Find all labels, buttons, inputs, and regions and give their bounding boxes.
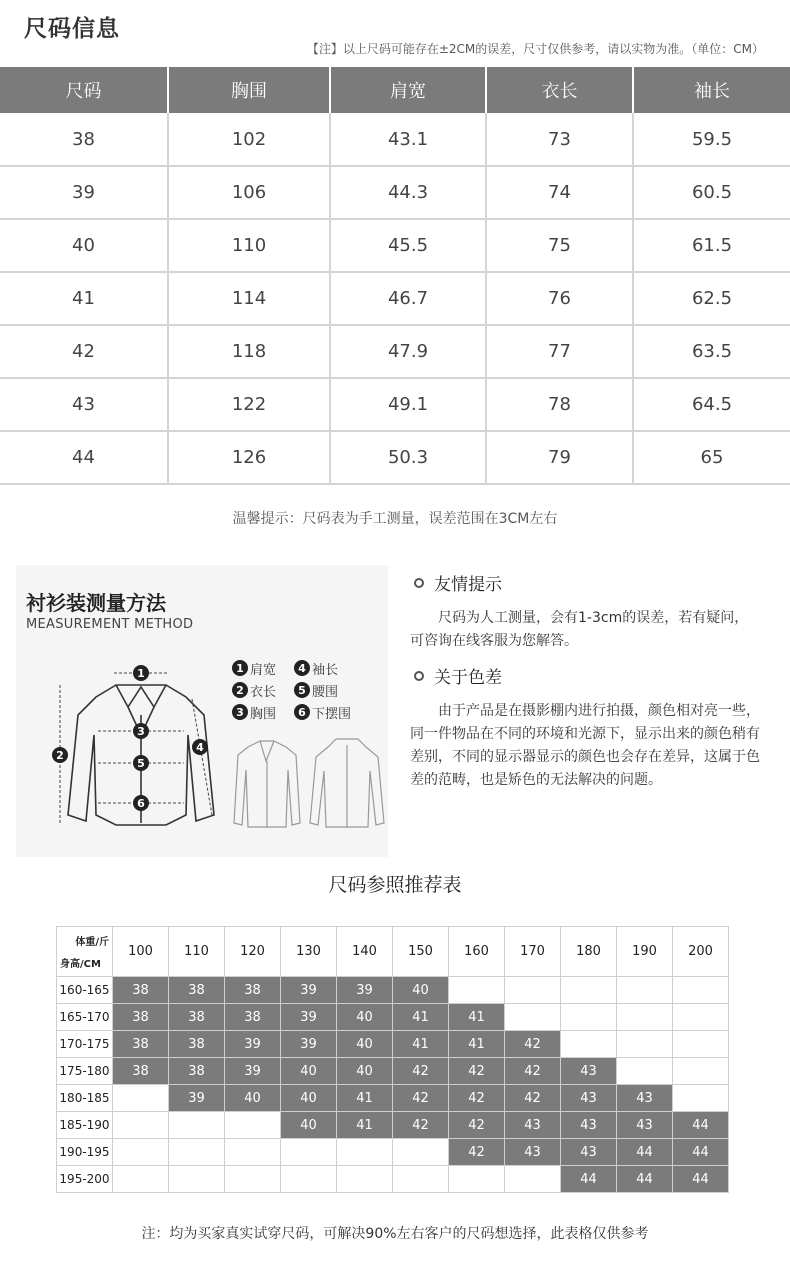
marker-2: 2 [52,747,68,763]
size-cell: 47.9 [330,325,486,378]
recommend-cell: 41 [337,1112,393,1139]
recommend-cell: 40 [281,1085,337,1112]
recommend-cell [505,977,561,1004]
recommend-cell: 38 [113,1058,169,1085]
weight-header: 110 [169,927,225,977]
recommend-cell [225,1112,281,1139]
recommend-cell: 43 [505,1139,561,1166]
recommend-cell [673,1058,729,1085]
height-range: 180-185 [57,1085,113,1112]
measurement-title: 衬衫装测量方法 [26,591,166,615]
size-cell: 39 [0,166,168,219]
recommend-cell: 42 [449,1058,505,1085]
weight-header: 190 [617,927,673,977]
recommend-cell: 38 [113,1004,169,1031]
recommend-cell [113,1085,169,1112]
recommend-cell: 39 [169,1085,225,1112]
legend-item: 4 袖长 [294,659,356,678]
size-cell: 74 [486,166,633,219]
height-range: 175-180 [57,1058,113,1085]
recommend-cell [113,1166,169,1193]
recommend-cell [393,1139,449,1166]
recommend-cell: 42 [505,1058,561,1085]
size-cell: 63.5 [633,325,790,378]
marker-3: 3 [133,723,149,739]
recommend-cell: 41 [449,1031,505,1058]
recommend-cell: 44 [673,1112,729,1139]
recommend-cell: 42 [449,1085,505,1112]
legend-item: 2 衣长 [232,681,294,700]
warm-tip: 温馨提示：尺码表为手工测量，误差范围在3CM左右 [232,511,558,527]
recommend-cell: 38 [225,1004,281,1031]
recommend-row [57,1058,729,1085]
size-cell: 50.3 [330,431,486,484]
marker-6: 6 [133,795,149,811]
recommend-cell [113,1139,169,1166]
recommend-cell: 39 [225,1031,281,1058]
size-table [0,67,790,485]
size-cell: 126 [168,431,330,484]
recommend-cell: 42 [449,1112,505,1139]
size-cell: 43.1 [330,113,486,166]
recommend-cell: 38 [225,977,281,1004]
size-cell: 38 [0,113,168,166]
size-cell: 76 [486,272,633,325]
size-cell: 42 [0,325,168,378]
size-cell: 46.7 [330,272,486,325]
size-cell: 73 [486,113,633,166]
size-cell: 61.5 [633,219,790,272]
measurement-subtitle: MEASUREMENT METHOD [26,617,194,632]
recommend-cell: 43 [561,1139,617,1166]
recommend-cell: 38 [169,977,225,1004]
recommend-cell: 42 [393,1058,449,1085]
recommend-cell [673,1031,729,1058]
recommend-cell: 44 [617,1139,673,1166]
corner-cell [57,927,113,977]
size-cell: 49.1 [330,378,486,431]
recommend-cell [673,1085,729,1112]
recommend-cell [225,1166,281,1193]
size-cell: 65 [633,431,790,484]
size-cell: 40 [0,219,168,272]
size-cell: 118 [168,325,330,378]
recommend-cell [337,1166,393,1193]
marker-5: 5 [133,755,149,771]
page-title: 尺码信息 [24,16,120,42]
recommend-cell [617,1031,673,1058]
recommend-cell: 40 [337,1031,393,1058]
size-row [0,166,790,219]
recommend-cell: 41 [337,1085,393,1112]
recommend-cell: 40 [393,977,449,1004]
recommend-cell: 40 [225,1085,281,1112]
jacket-sketch [234,741,300,827]
recommend-cell [561,977,617,1004]
recommend-cell [169,1139,225,1166]
recommend-cell: 42 [505,1085,561,1112]
size-cell: 110 [168,219,330,272]
recommend-row [57,1139,729,1166]
recommend-cell [617,1004,673,1031]
size-cell: 44 [0,431,168,484]
weight-header: 170 [505,927,561,977]
size-cell: 114 [168,272,330,325]
recommend-cell: 44 [673,1139,729,1166]
height-range: 170-175 [57,1031,113,1058]
weight-header: 180 [561,927,617,977]
friendly-tip-text: 尺码为人工测量，会有1-3cm的误差，若有疑问，可咨询在线客服为您解答。 [410,610,749,649]
recommend-cell [617,977,673,1004]
size-cell: 60.5 [633,166,790,219]
recommend-cell [281,1166,337,1193]
recommend-cell: 44 [673,1166,729,1193]
column-header: 衣长 [486,67,633,113]
weight-header: 160 [449,927,505,977]
recommend-cell: 43 [617,1085,673,1112]
height-label: 身高/CM [60,959,101,970]
recommend-cell: 39 [281,977,337,1004]
recommend-cell [673,977,729,1004]
column-header: 肩宽 [330,67,486,113]
color-tip-title: 关于色差 [434,668,502,688]
recommend-cell: 42 [505,1031,561,1058]
recommend-cell [169,1112,225,1139]
size-cell: 102 [168,113,330,166]
color-tip-text: 由于产品是在摄影棚内进行拍摄，颜色相对亮一些，同一件物品在不同的环境和光源下，显示出来的颜色稍有差别，不同的显示器显示的颜色也会存在差异，这属于色差的范畴，也是矫色的无法解决的问题。 [410,703,760,788]
recommend-cell: 38 [169,1031,225,1058]
recommend-header-row [57,927,729,977]
weight-header: 200 [673,927,729,977]
footer-note: 注：均为买家真实试穿尺码，可解决90%左右客户的尺码想选择，此表格仅供参考 [141,1226,649,1242]
recommend-cell [113,1112,169,1139]
size-cell: 75 [486,219,633,272]
recommend-cell [225,1139,281,1166]
weight-header: 120 [225,927,281,977]
recommend-cell: 43 [617,1112,673,1139]
color-tip [410,663,760,792]
recommend-cell: 39 [337,977,393,1004]
column-header: 尺码 [0,67,168,113]
legend-item: 5 腰围 [294,681,356,700]
column-header: 胸围 [168,67,330,113]
recommend-cell [561,1031,617,1058]
recommend-cell [169,1166,225,1193]
height-range: 165-170 [57,1004,113,1031]
recommend-cell: 44 [617,1166,673,1193]
size-cell: 106 [168,166,330,219]
recommend-cell [337,1139,393,1166]
recommend-cell: 39 [225,1058,281,1085]
height-range: 185-190 [57,1112,113,1139]
recommend-cell: 38 [113,1031,169,1058]
recommend-row [57,977,729,1004]
weight-label: 体重/斤 [75,937,109,948]
size-table-header [0,67,790,113]
recommend-cell: 41 [449,1004,505,1031]
size-cell: 64.5 [633,378,790,431]
recommend-row [57,1112,729,1139]
recommend-cell: 43 [561,1058,617,1085]
marker-4: 4 [192,739,208,755]
size-row [0,113,790,166]
recommend-cell [617,1058,673,1085]
recommend-cell: 43 [505,1112,561,1139]
size-note: 【注】以上尺码可能存在±2CM的误差，尺寸仅供参考，请以实物为准。（单位：CM） [306,42,764,56]
recommend-cell: 44 [561,1166,617,1193]
recommend-cell: 42 [393,1112,449,1139]
recommend-row [57,1166,729,1193]
weight-header: 140 [337,927,393,977]
size-row [0,325,790,378]
recommend-cell: 42 [393,1085,449,1112]
recommend-cell: 38 [169,1058,225,1085]
size-cell: 77 [486,325,633,378]
recommend-title: 尺码参照推荐表 [328,874,462,896]
recommend-cell: 43 [561,1112,617,1139]
legend-item: 1 肩宽 [232,659,294,678]
size-cell: 122 [168,378,330,431]
size-row [0,431,790,484]
recommend-cell: 40 [337,1004,393,1031]
recommend-cell: 38 [113,977,169,1004]
size-cell: 59.5 [633,113,790,166]
recommend-row [57,1085,729,1112]
legend-item: 6 下摆围 [294,703,356,722]
recommend-row [57,1004,729,1031]
recommend-cell: 40 [281,1112,337,1139]
recommend-cell [393,1166,449,1193]
measurement-panel [16,565,388,857]
measure-legend [232,657,382,723]
size-cell: 44.3 [330,166,486,219]
recommend-cell: 40 [281,1058,337,1085]
size-cell: 79 [486,431,633,484]
size-cell: 41 [0,272,168,325]
size-row [0,219,790,272]
recommend-cell: 39 [281,1031,337,1058]
friendly-tip [410,570,760,653]
size-row [0,272,790,325]
recommend-cell [505,1166,561,1193]
hoodie-sketch [310,739,384,827]
recommend-cell: 42 [449,1139,505,1166]
friendly-tip-title: 友情提示 [434,575,502,595]
size-cell: 43 [0,378,168,431]
height-range: 195-200 [57,1166,113,1193]
size-cell: 45.5 [330,219,486,272]
weight-header: 130 [281,927,337,977]
size-cell: 62.5 [633,272,790,325]
recommend-cell: 39 [281,1004,337,1031]
marker-1: 1 [133,665,149,681]
recommend-cell [281,1139,337,1166]
recommend-cell: 38 [169,1004,225,1031]
recommend-cell [449,1166,505,1193]
ring-icon [414,578,424,588]
recommend-cell [505,1004,561,1031]
height-range: 190-195 [57,1139,113,1166]
recommend-cell: 40 [337,1058,393,1085]
recommend-cell: 41 [393,1004,449,1031]
recommend-row [57,1031,729,1058]
size-cell: 78 [486,378,633,431]
height-range: 160-165 [57,977,113,1004]
legend-item: 3 胸围 [232,703,294,722]
recommend-cell: 43 [561,1085,617,1112]
column-header: 袖长 [633,67,790,113]
recommend-cell: 41 [393,1031,449,1058]
recommend-table [56,926,729,1193]
recommend-cell [449,977,505,1004]
weight-header: 100 [113,927,169,977]
recommend-cell [561,1004,617,1031]
size-row [0,378,790,431]
weight-header: 150 [393,927,449,977]
ring-icon [414,671,424,681]
recommend-cell [673,1004,729,1031]
